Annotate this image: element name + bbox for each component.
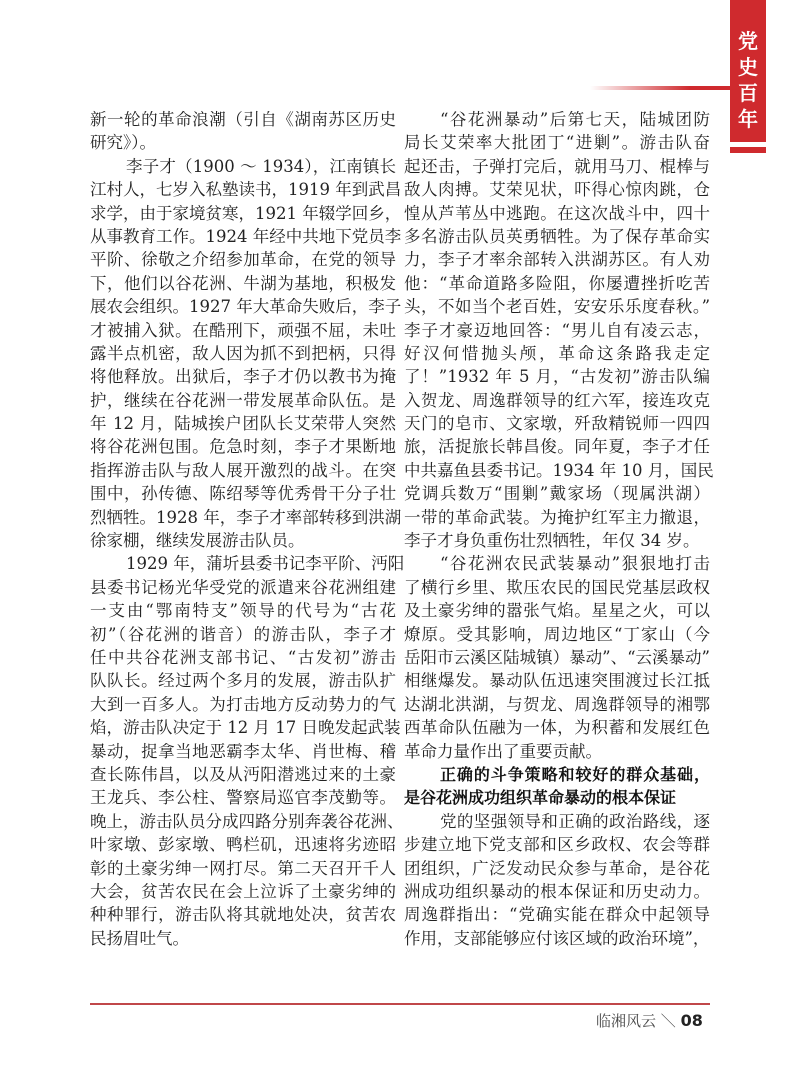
text-line: 岳阳市云溪区陆城镇）暴动”、“云溪暴动” [404, 647, 710, 667]
section-tab-char: 百 [738, 81, 758, 105]
text-line: 作用，支部能够应付该区域的政治环境”， [404, 928, 710, 948]
paragraph [404, 108, 714, 552]
text-line: 大会，贫苦农民在会上泣诉了土豪劣绅的 [90, 881, 396, 901]
text-line: 相继爆发。暴动队伍迅速突围渡过长江抵 [404, 671, 710, 691]
text-line: 洲成功组织暴动的根本保证和历史动力。 [404, 881, 710, 901]
text-line: 燎原。受其影响，周边地区“丁家山（今 [404, 624, 710, 644]
text-line: 李子才豪迈地回答：“男儿自有凌云志， [404, 320, 710, 340]
text-line: 江村人，七岁入私塾读书，1919 年到武昌 [90, 180, 402, 200]
text-line: 从事教育工作。1924 年经中共地下党员李 [90, 226, 402, 246]
text-line: 局长艾荣率大批团丁“进剿”。游击队奋 [404, 133, 710, 153]
text-line: 查长陈伟昌，以及从沔阳潜逃过来的土豪 [90, 764, 396, 784]
text-line: 新一轮的革命浪潮（引自《湖南苏区历史 [90, 110, 396, 129]
paragraph [404, 810, 710, 950]
text-line: 年 12 月，陆城挨户团队长艾荣带人突然 [90, 414, 396, 434]
text-line: 天门的皂市、文家墩，歼敌精锐师一四四 [404, 414, 710, 434]
text-line: 革命力量作出了重要贡献。 [404, 741, 602, 761]
text-line: 大到一百多人。为打击地方反动势力的气 [90, 694, 396, 714]
right-column [404, 108, 714, 950]
text-line: 护，继续在谷花洲一带发展革命队伍。是 [90, 390, 396, 410]
text-line: 李子才（1900 ～ 1934），江南镇长 [126, 156, 396, 176]
magazine-name: 临湘风云 [596, 1012, 657, 1030]
page-number: 08 [680, 1011, 703, 1030]
text-line: 好汉何惜抛头颅，革命这条路我走定 [404, 343, 710, 363]
text-line: 暴动，捉拿当地恶霸李太华、肖世梅、稽 [90, 741, 396, 761]
text-line: 初”（谷花洲的谐音）的游击队，李子才 [90, 624, 396, 644]
section-tab [730, 0, 766, 142]
text-line: 他：“革命道路多险阻，你屡遭挫折吃苦 [404, 273, 710, 293]
text-line: 种种罪行，游击队将其就地处决，贫苦农 [90, 905, 396, 925]
text-line: 徐家棚，继续发展游击队员。 [90, 531, 305, 551]
text-line: 王龙兵、李公柱、警察局巡官李茂勤等。 [90, 788, 396, 808]
text-line: 将他释放。出狱后，李子才仍以教书为掩 [90, 367, 396, 387]
paragraph [90, 552, 405, 950]
text-line: 惶从芦苇丛中逃跑。在这次战斗中，四十 [404, 203, 710, 223]
section-heading [404, 763, 710, 810]
text-line: 党的坚强领导和正确的政治路线，逐 [440, 811, 710, 831]
text-line: 烈牺牲。1928 年，李子才率部转移到洪湖 [90, 507, 402, 527]
section-tab-char: 党 [738, 29, 758, 53]
text-line: 任中共谷花洲支部书记、“古发初”游击 [90, 647, 396, 667]
text-line: 旅，活捉旅长韩昌俊。同年夏，李子才任 [404, 437, 710, 457]
text-line: 下，他们以谷花洲、牛湖为基地，积极发 [90, 273, 396, 293]
text-line: 焰，游击队决定于 12 月 17 日晚发起武装 [90, 718, 401, 738]
text-line: 求学，由于家境贫寒，1921 年辍学回乡， [90, 203, 402, 223]
text-line: 头，不如当个老百姓，安安乐乐度春秋。” [404, 297, 710, 317]
section-tab-underline [730, 147, 766, 153]
text-line: 了横行乡里、欺压农民的国民党基层政权 [404, 577, 710, 597]
text-line: 县委书记杨光华受党的派遣来谷花洲组建 [90, 577, 396, 597]
text-line: 晚上，游击队员分成四路分别奔袭谷花洲、 [90, 811, 404, 831]
text-line: 周逸群指出：“党确实能在群众中起领导 [404, 905, 710, 925]
text-line: 西革命队伍融为一体，为积蓄和发展红色 [404, 718, 710, 738]
text-line: 展农会组织。1927 年大革命失败后，李子 [90, 297, 402, 317]
text-line: 叶家墩、彭家墩、鸭栏矶，迅速将劣迹昭 [90, 835, 396, 855]
text-line: 李子才身负重伤壮烈牺牲，年仅 34 岁。 [404, 531, 700, 551]
footer-rule [90, 1003, 710, 1005]
text-line: “谷花洲暴动”后第七天，陆城团防 [440, 110, 710, 129]
text-line: 队队长。经过两个多月的发展，游击队扩 [90, 671, 396, 691]
text-line: 正确的斗争策略和较好的群众基础， [440, 764, 710, 784]
text-line: 及土豪劣绅的嚣张气焰。星星之火，可以 [404, 601, 710, 621]
text-line: 是谷花洲成功组织革命暴动的根本保证 [404, 788, 677, 808]
text-line: 步建立地下党支部和区乡政权、农会等群 [404, 835, 710, 855]
text-line: 敌人肉搏。艾荣见状，吓得心惊肉跳，仓 [404, 180, 710, 200]
text-line: 将谷花洲包围。危急时刻，李子才果断地 [90, 437, 396, 457]
left-column [90, 108, 405, 950]
text-line: 露半点机密，敌人因为抓不到把柄，只得 [90, 343, 396, 363]
text-line: 民扬眉吐气。 [90, 928, 189, 948]
text-line: 入贺龙、周逸群领导的红六军，接连攻克 [404, 390, 710, 410]
page-footer [596, 1010, 703, 1031]
text-line: 多名游击队员英勇牺牲。为了保存革命实 [404, 226, 710, 246]
paragraph [404, 552, 710, 763]
paragraph [90, 108, 396, 155]
text-line: 彰的土豪劣绅一网打尽。第二天召开千人 [90, 858, 396, 878]
text-line: 中共嘉鱼县委书记。1934 年 10 月，国民 [404, 460, 714, 480]
text-line: 达湖北洪湖，与贺龙、周逸群领导的湘鄂 [404, 694, 710, 714]
text-line: 指挥游击队与敌人展开激烈的战斗。在突 [90, 460, 396, 480]
text-line: 起还击，子弹打完后，就用马刀、棍棒与 [404, 156, 710, 176]
text-line: 平阶、徐敬之介绍参加革命，在党的领导 [90, 250, 396, 270]
text-line: 一带的革命武装。为掩护红军主力撤退， [404, 507, 710, 527]
footer-separator: ＼ [660, 1012, 676, 1030]
text-line: 一支由“鄂南特支”领导的代号为“古花 [90, 601, 396, 621]
text-line: 了！”1932 年 5 月，“古发初”游击队编 [404, 367, 710, 387]
section-tab-char: 史 [738, 55, 758, 79]
text-line: 党调兵数万“围剿”戴家场（现属洪湖） [404, 484, 710, 504]
text-line: 研究》）。 [90, 133, 156, 153]
section-tab-char: 年 [738, 107, 758, 131]
text-line: 1929 年，蒲圻县委书记李平阶、沔阳 [126, 554, 405, 574]
header-accent-rule [590, 86, 732, 90]
text-line: 才被捕入狱。在酷刑下，顽强不屈，未吐 [90, 320, 396, 340]
text-line: “谷花洲农民武装暴动”狠狠地打击 [440, 554, 710, 574]
text-line: 团组织，广泛发动民众参与革命，是谷花 [404, 858, 710, 878]
text-line: 围中，孙传德、陈绍琴等优秀骨干分子壮 [90, 484, 396, 504]
paragraph [90, 155, 402, 553]
text-line: 力，李子才率余部转入洪湖苏区。有人劝 [404, 250, 710, 270]
